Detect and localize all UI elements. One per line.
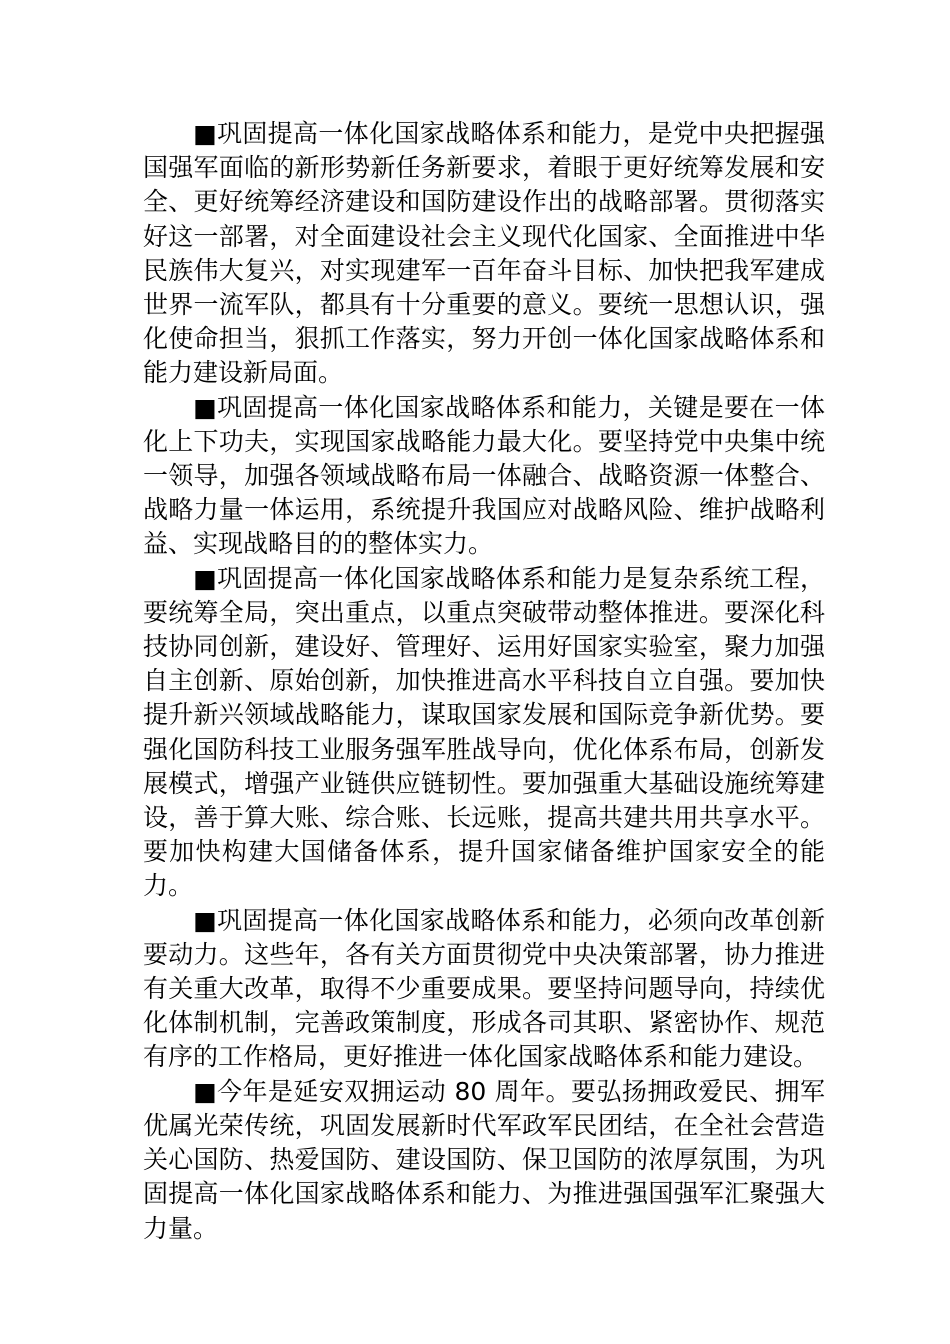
paragraph-4: ■巩固提高一体化国家战略体系和能力，必须向改革创新要动力。这些年，各有关方面贯彻党中央决策部署，协力推进有关重大改革，取得不少重要成果。要坚持问题导向，持续优化体制机制，完善政策制度，形成各司其职、紧密协作、规范有序的工作格局，更好推进一体化国家战略体系和能力建设。 [143,905,825,1072]
paragraph-2: ■巩固提高一体化国家战略体系和能力，关键是要在一体化上下功夫，实现国家战略能力最大化。要坚持党中央集中统一领导，加强各领域战略布局一体融合、战略资源一体整合、战略力量一体运用，系统提升我国应对战略风险、维护战略利益、实现战略目的的整体实力。 [143,392,825,559]
paragraph-5: ■今年是延安双拥运动 80 周年。要弘扬拥政爱民、拥军优属光荣传统，巩固发展新时代军政军民团结，在全社会营造关心国防、热爱国防、建设国防、保卫国防的浓厚氛围，为巩固提高一体化国家战略体系和能力、为推进强国强军汇聚强大力量。 [143,1076,825,1243]
paragraph-1: ■巩固提高一体化国家战略体系和能力，是党中央把握强国强军面临的新形势新任务新要求，着眼于更好统筹发展和安全、更好统筹经济建设和国防建设作出的战略部署。贯彻落实好这一部署，对全面建设社会主义现代化国家、全面推进中华民族伟大复兴，对实现建军一百年奋斗目标、加快把我军建成世界一流军队，都具有十分重要的意义。要统一思想认识，强化使命担当，狠抓工作落实，努力开创一体化国家战略体系和能力建设新局面。 [143,119,825,388]
document-body [143,117,825,1246]
paragraph-3: ■巩固提高一体化国家战略体系和能力是复杂系统工程，要统筹全局，突出重点，以重点突破带动整体推进。要深化科技协同创新，建设好、管理好、运用好国家实验室，聚力加强自主创新、原始创新，加快推进高水平科技自立自强。要加快提升新兴领域战略能力，谋取国家发展和国际竞争新优势。要强化国防科技工业服务强军胜战导向，优化体系布局，创新发展模式，增强产业链供应链韧性。要加强重大基础设施统筹建设，善于算大账、综合账、长远账，提高共建共用共享水平。要加快构建大国储备体系，提升国家储备维护国家安全的能力。 [143,563,825,901]
